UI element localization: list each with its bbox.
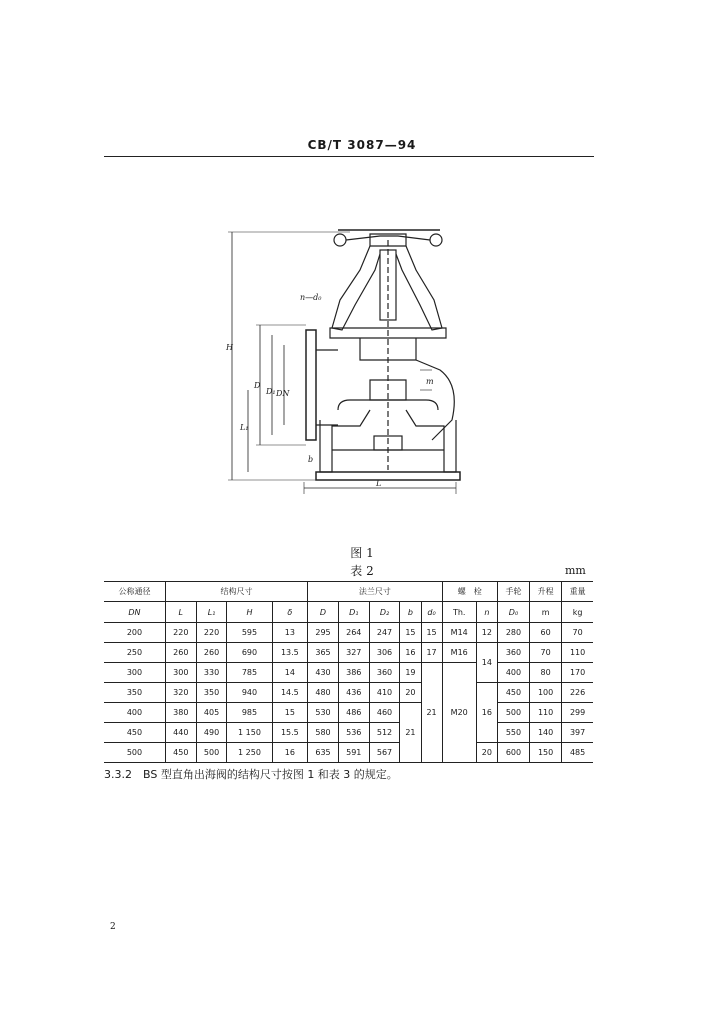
cell-D: 530: [308, 703, 339, 723]
cell-d0: 17: [421, 643, 442, 663]
cell-D1: 264: [338, 623, 369, 643]
table-caption: 表 2: [350, 564, 374, 578]
cell-kg: 110: [562, 643, 593, 663]
dim-label-D: D: [254, 381, 261, 390]
table-row: [104, 703, 593, 723]
cell-d0-merged: 21: [421, 663, 442, 763]
sub-D0: D₀: [497, 602, 529, 623]
cell-b: 16: [400, 643, 421, 663]
sub-th: Th.: [442, 602, 476, 623]
header-structure: 结构尺寸: [165, 582, 307, 602]
sub-H: H: [227, 602, 272, 623]
cell-D1: 536: [338, 723, 369, 743]
spec-table: [104, 581, 593, 763]
cell-m: 140: [530, 723, 562, 743]
cell-dn: 450: [104, 723, 165, 743]
cell-m: 150: [530, 743, 562, 763]
cell-m: 60: [530, 623, 562, 643]
cell-th: M14: [442, 623, 476, 643]
table-row: [104, 643, 593, 663]
page-number: 2: [110, 922, 116, 932]
sub-dn: DN: [104, 602, 165, 623]
cell-L1: 260: [196, 643, 227, 663]
cell-D: 295: [308, 623, 339, 643]
cell-D0: 500: [497, 703, 529, 723]
cell-D0: 360: [497, 643, 529, 663]
table-row: [104, 683, 593, 703]
header-handwheel: 手轮: [497, 582, 529, 602]
cell-D2: 512: [369, 723, 400, 743]
cell-L: 220: [165, 623, 196, 643]
cell-b-merged: 21: [400, 703, 421, 763]
sub-L1: L₁: [196, 602, 227, 623]
cell-D0: 600: [497, 743, 529, 763]
dim-label-L1: L₁: [240, 423, 249, 432]
cell-D1: 486: [338, 703, 369, 723]
cell-D1: 591: [338, 743, 369, 763]
sub-b: b: [400, 602, 421, 623]
cell-D1: 436: [338, 683, 369, 703]
cell-n-merged: 16: [476, 683, 497, 743]
cell-D1: 386: [338, 663, 369, 683]
header-rule: [104, 156, 594, 157]
cell-b: 20: [400, 683, 421, 703]
cell-L: 300: [165, 663, 196, 683]
cell-delta: 13.5: [272, 643, 308, 663]
document-header: CB/T 3087—94: [307, 138, 417, 152]
cell-D: 365: [308, 643, 339, 663]
cell-kg: 299: [562, 703, 593, 723]
table-row: [104, 723, 593, 743]
table-row: [104, 623, 593, 643]
cell-D2: 410: [369, 683, 400, 703]
cell-m: 70: [530, 643, 562, 663]
cell-H: 1 150: [227, 723, 272, 743]
dim-label-b: b: [308, 455, 314, 464]
header-flange: 法兰尺寸: [308, 582, 443, 602]
dim-label-n-d0: n—d₀: [300, 293, 322, 302]
cell-dn: 400: [104, 703, 165, 723]
cell-n: 20: [476, 743, 497, 763]
sub-D2: D₂: [369, 602, 400, 623]
sub-L: L: [165, 602, 196, 623]
header-dn: 公称通径: [104, 582, 165, 602]
dim-label-D1: D₁: [266, 387, 276, 396]
cell-dn: 200: [104, 623, 165, 643]
valve-drawing: [220, 210, 480, 500]
sub-D: D: [308, 602, 339, 623]
cell-D2: 567: [369, 743, 400, 763]
cell-n: 12: [476, 623, 497, 643]
cell-H: 785: [227, 663, 272, 683]
dim-label-H: H: [226, 343, 233, 352]
cell-D2: 460: [369, 703, 400, 723]
dim-label-m: m: [426, 377, 434, 386]
cell-D: 580: [308, 723, 339, 743]
cell-D0: 400: [497, 663, 529, 683]
table-row: [104, 663, 593, 683]
figure-caption: 图 1: [350, 546, 374, 560]
cell-L: 260: [165, 643, 196, 663]
header-bolt: 螺 栓: [442, 582, 497, 602]
cell-D2: 247: [369, 623, 400, 643]
cell-D2: 360: [369, 663, 400, 683]
cell-kg: 170: [562, 663, 593, 683]
cell-L1: 350: [196, 683, 227, 703]
cell-L1: 220: [196, 623, 227, 643]
table-row: [104, 743, 593, 763]
cell-delta: 15.5: [272, 723, 308, 743]
cell-L: 440: [165, 723, 196, 743]
header-lift: 升程: [530, 582, 562, 602]
cell-kg: 485: [562, 743, 593, 763]
sub-n: n: [476, 602, 497, 623]
cell-H: 690: [227, 643, 272, 663]
sub-D1: D₁: [338, 602, 369, 623]
cell-th-merged: M20: [442, 663, 476, 763]
table-header-row: [104, 582, 593, 602]
table-unit: mm: [565, 564, 586, 577]
cell-b: 15: [400, 623, 421, 643]
cell-H: 940: [227, 683, 272, 703]
cell-D1: 327: [338, 643, 369, 663]
cell-L: 320: [165, 683, 196, 703]
cell-d0: 15: [421, 623, 442, 643]
cell-delta: 14: [272, 663, 308, 683]
table-subheader-row: [104, 602, 593, 623]
cell-D0: 280: [497, 623, 529, 643]
cell-kg: 226: [562, 683, 593, 703]
cell-delta: 15: [272, 703, 308, 723]
cell-D2: 306: [369, 643, 400, 663]
cell-delta: 16: [272, 743, 308, 763]
dim-label-DN: DN: [276, 389, 290, 398]
cell-delta: 14.5: [272, 683, 308, 703]
cell-kg: 397: [562, 723, 593, 743]
cell-L1: 405: [196, 703, 227, 723]
cell-kg: 70: [562, 623, 593, 643]
dim-label-L: L: [376, 479, 382, 488]
cell-dn: 250: [104, 643, 165, 663]
cell-D0: 450: [497, 683, 529, 703]
cell-dn: 500: [104, 743, 165, 763]
cell-D: 430: [308, 663, 339, 683]
cell-dn: 350: [104, 683, 165, 703]
cell-th: M16: [442, 643, 476, 663]
cell-L1: 330: [196, 663, 227, 683]
cell-L1: 500: [196, 743, 227, 763]
cell-m: 110: [530, 703, 562, 723]
cell-H: 595: [227, 623, 272, 643]
cell-n-merged: 14: [476, 643, 497, 683]
sub-delta: δ: [272, 602, 308, 623]
cell-D: 635: [308, 743, 339, 763]
sub-kg: kg: [562, 602, 593, 623]
cell-H: 985: [227, 703, 272, 723]
cell-dn: 300: [104, 663, 165, 683]
cell-H: 1 250: [227, 743, 272, 763]
cell-D0: 550: [497, 723, 529, 743]
sub-d0: d₀: [421, 602, 442, 623]
cell-m: 100: [530, 683, 562, 703]
cell-D: 480: [308, 683, 339, 703]
sub-m: m: [530, 602, 562, 623]
cell-L1: 490: [196, 723, 227, 743]
cell-delta: 13: [272, 623, 308, 643]
cell-b: 19: [400, 663, 421, 683]
cell-L: 450: [165, 743, 196, 763]
cell-m: 80: [530, 663, 562, 683]
cell-L: 380: [165, 703, 196, 723]
section-paragraph: 3.3.2 BS 型直角出海阀的结构尺寸按图 1 和表 3 的规定。: [104, 768, 398, 781]
header-weight: 重量: [562, 582, 593, 602]
